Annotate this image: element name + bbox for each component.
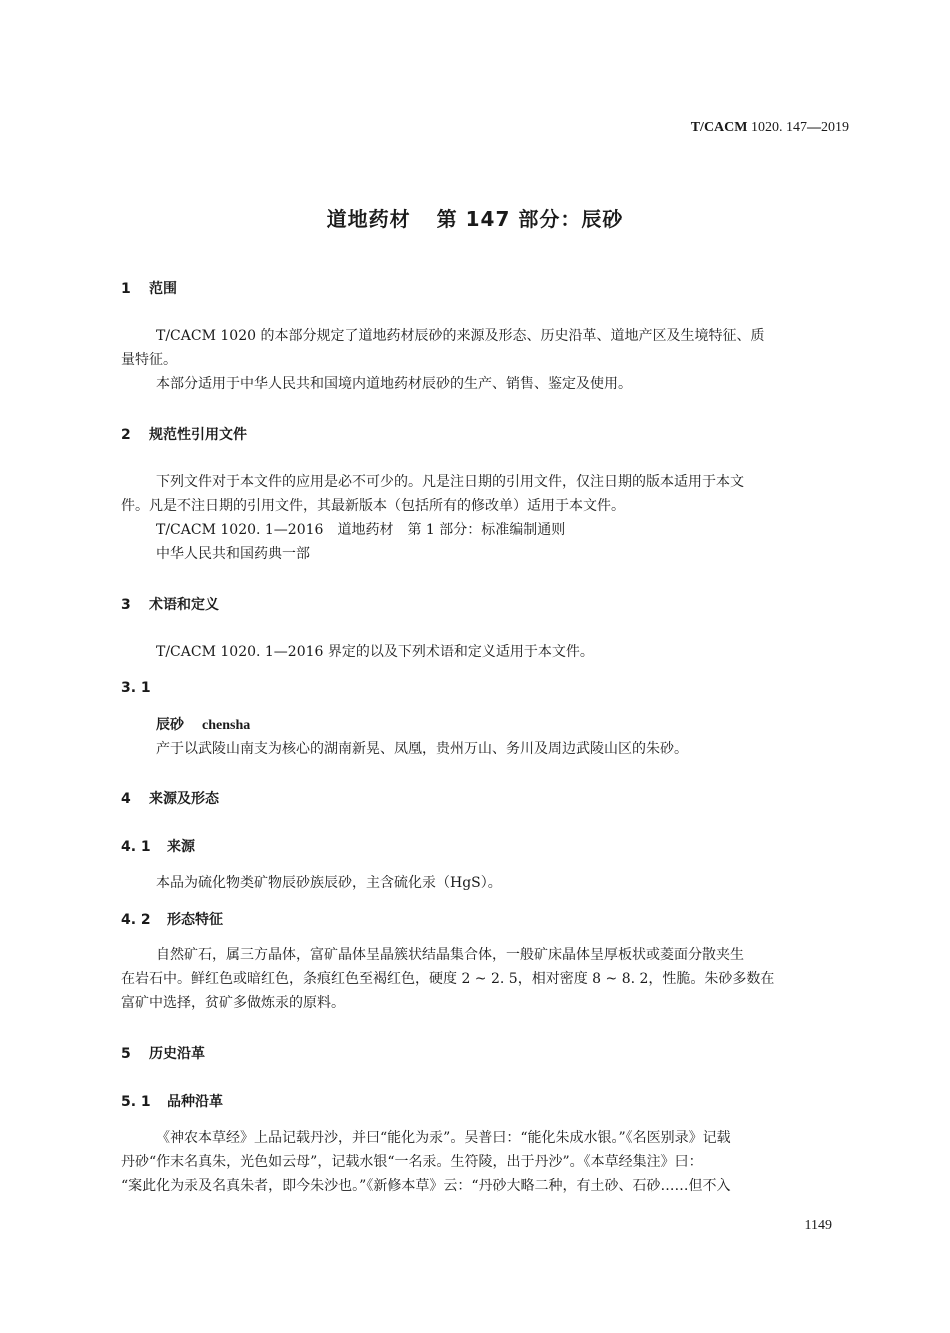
term-chinese: 辰砂 — [156, 717, 184, 733]
section-heading-2: 2 规范性引用文件 — [121, 427, 247, 443]
title-part-1: 道地药材 — [326, 207, 411, 231]
section-heading-3: 3 术语和定义 — [121, 597, 219, 613]
standard-number: 1020. 147 — [747, 120, 807, 135]
reference-1: T/CACM 1020. 1—2016 道地药材 第 1 部分：标准编制通则 — [156, 522, 566, 538]
section-1-body: T/CACM 1020 的本部分规定了道地药材辰砂的来源及形态、历史沿革、道地产区及生境特征、质 量特征。 本部分适用于中华人民共和国境内道地药材辰砂的生产、销售、鉴定及使用。 — [121, 328, 765, 392]
page-number: 1149 — [804, 1218, 832, 1233]
section-3-body: T/CACM 1020. 1—2016 界定的以及下列术语和定义适用于本文件。 — [156, 644, 594, 660]
standard-code — [691, 120, 849, 136]
standard-dash: — — [807, 120, 821, 135]
section-heading-3-1: 3. 1 — [121, 680, 151, 696]
section-heading-4-2: 4. 2 形态特征 — [121, 912, 223, 928]
section-heading-5: 5 历史沿革 — [121, 1046, 205, 1062]
reference-2: 中华人民共和国药典一部 — [156, 546, 310, 562]
section-heading-4-1: 4. 1 来源 — [121, 839, 195, 855]
section-heading-5-1: 5. 1 品种沿革 — [121, 1094, 223, 1110]
section-2-body: 下列文件对于本文件的应用是必不可少的。凡是注日期的引用文件，仅注日期的版本适用于本文 件。凡是不注日期的引用文件，其最新版本（包括所有的修改单）适用于本文件。 T/CACM 1020. 1—2016 道地药材 第 1 部分：标准编制通则 中华人民共和国药典一部 — [121, 470, 849, 566]
term-english: chensha — [202, 718, 251, 733]
term-entry — [156, 714, 250, 734]
document-title — [0, 203, 950, 232]
standard-prefix: T/CACM — [690, 120, 748, 135]
section-heading-1: 1 范围 — [121, 281, 177, 297]
section-heading-4: 4 来源及形态 — [121, 791, 219, 807]
section-5-1-body: 《神农本草经》上品记载丹沙，并曰“能化为汞”。吴普曰：“能化朱成水银。”《名医别录》记载 丹砂“作末名真朱，光色如云母”，记载水银“一名汞。生符陵，出于丹沙”。《本草经集注》曰： “案此化为汞及名真朱者，即今朱沙也。”《新修本草》云：“丹砂大略二种，有土砂、石砂……但不入 — [121, 1130, 731, 1194]
term-definition: 产于以武陵山南支为核心的湖南新晃、凤凰，贵州万山、务川及周边武陵山区的朱砂。 — [156, 741, 688, 757]
standard-year: 2019 — [821, 120, 849, 135]
section-4-2-body: 自然矿石，属三方晶体，富矿晶体呈晶簇状结晶集合体，一般矿床晶体呈厚板状或菱面分散夹生 在岩石中。鲜红色或暗红色，条痕红色至褐红色，硬度 2 ~ 2. 5，相对密度 8 ~ 8. 2，性脆。朱砂多数在 富矿中选择，贫矿多做炼汞的原料。 — [121, 947, 775, 1011]
section-4-1-body: 本品为硫化物类矿物辰砂族辰砂，主含硫化汞（HgS）。 — [156, 875, 502, 891]
title-part-2: 第 147 部分：辰砂 — [436, 207, 624, 231]
